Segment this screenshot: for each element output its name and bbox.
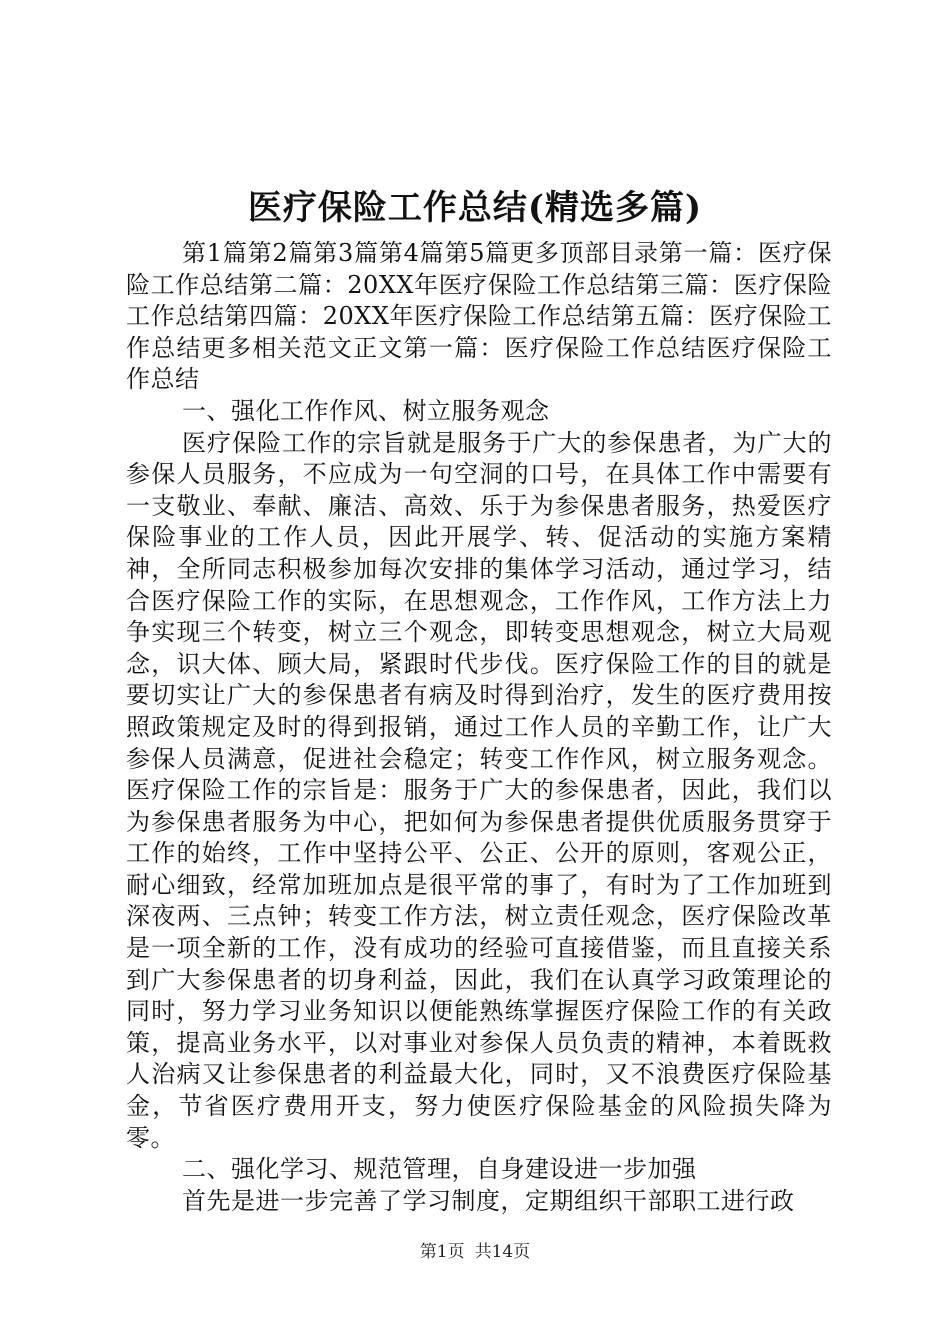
body-paragraph: 首先是进一步完善了学习制度，定期组织干部职工进行政 — [182, 1186, 795, 1215]
document-title: 医疗保险工作总结(精选多篇) — [247, 188, 703, 228]
body-paragraph: 医疗保险工作的宗旨就是服务于广大的参保患者，为广大的参保人员服务，不应成为一句空洞的口号，在具体工作中需要有一支敬业、奉献、廉洁、高效、乐于为参保患者服务，热爱医疗保险事业的工作人员，因此开展学、转、促活动的实施方案精神，全所同志积极参加每次安排的集体学习活动，通过学习，结合医疗保险工作的实际，在思想观念，工作作风，工作方法上力争实现三个转变，树立三个观念，即转变思想观念，树立大局观念，识大体、顾大局，紧跟时代步伐。医疗保险工作的目的就是要切实让广大的参保患者有病及时得到治疗，发生的医疗费用按照政策规定及时的得到报销，通过工作人员的辛勤工作，让广大参保人员满意，促进社会稳定；转变工作作风，树立服务观念。医疗保险工作的宗旨是：服务于广大的参保患者，因此，我们以为参保患者服务为中心，把如何为参保患者提供优质服务贯穿于工作的始终，工作中坚持公平、公正、公开的原则，客观公正，耐心细致，经常加班加点是很平常的事了，有时为了工作加班到深夜两、三点钟；转变工作方法，树立责任观念，医疗保险改革是一项全新的工作，没有成功的经验可直接借鉴，而且直接关系到广大参保患者的切身利益，因此，我们在认真学习政策理论的同时，努力学习业务知识以便能熟练掌握医疗保险工作的有关政策，提高业务水平，以对事业对参保人员负责的精神，本着既救人治病又让参保患者的利益最大化，同时，又不浪费医疗保险基金，节省医疗费用开支，努力使医疗保险基金的风险损失降为零。 — [126, 428, 832, 1152]
section-heading-1: 一、强化工作作风、树立服务观念 — [182, 396, 550, 425]
toc-paragraph: 第1篇第2篇第3篇第4篇第5篇更多顶部目录第一篇：医疗保险工作总结第二篇：20XX年医疗保险工作总结第三篇：医疗保险工作总结第四篇：20XX年医疗保险工作总结第五篇：医疗保险工作总结更多相关范文正文第一篇：医疗保险工作总结医疗保险工作总结 — [126, 239, 832, 394]
page-number: 第1页 — [419, 1242, 465, 1262]
page-footer — [0, 1240, 950, 1264]
document-body — [126, 238, 832, 1217]
page-total: 共14页 — [474, 1242, 531, 1262]
section-heading-2: 二、强化学习、规范管理，自身建设进一步加强 — [182, 1155, 697, 1184]
